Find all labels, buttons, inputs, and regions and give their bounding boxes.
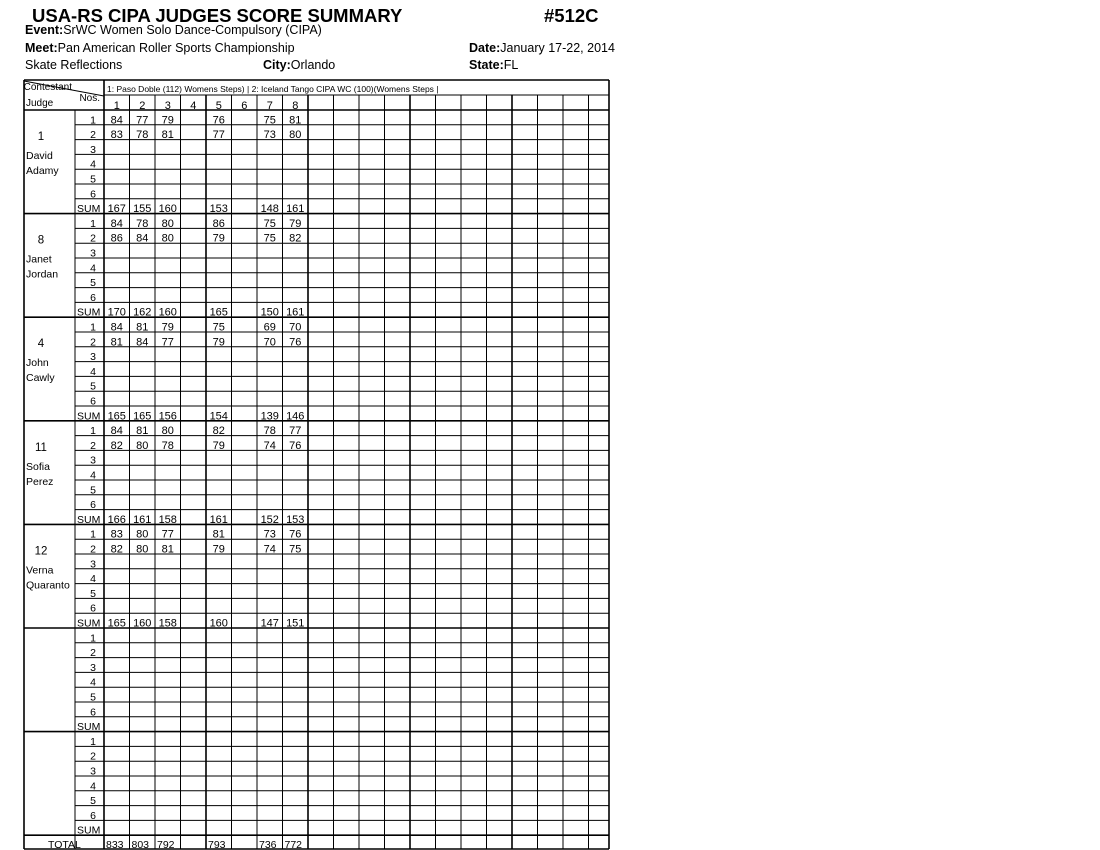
score-cell: 83 (110, 129, 123, 142)
row-label: 5 (90, 380, 96, 393)
total-cell: 793 (208, 839, 226, 850)
sum-cell: 156 (158, 410, 177, 423)
sum-label: SUM (77, 513, 101, 526)
total-cell: 803 (131, 839, 150, 850)
total-cell: 792 (157, 839, 175, 850)
score-cell: 81 (161, 543, 174, 556)
sum-cell: 165 (107, 617, 126, 630)
sum-cell: 155 (133, 203, 152, 216)
page-title: USA-RS CIPA JUDGES SCORE SUMMARY (32, 5, 403, 26)
sum-label: SUM (77, 721, 101, 734)
sum-cell: 165 (209, 306, 228, 319)
sum-cell: 158 (158, 617, 177, 630)
total-cell: 736 (259, 839, 277, 850)
city-label: City: (263, 58, 291, 72)
score-cell: 84 (136, 336, 149, 349)
sum-cell: 153 (286, 513, 305, 526)
judge-number: 11 (35, 441, 47, 454)
judge-number: 8 (37, 234, 45, 247)
score-cell: 84 (110, 321, 123, 334)
judge-first-name: Sofia (26, 460, 50, 473)
row-label: 2 (90, 439, 96, 452)
score-cell: 79 (161, 321, 174, 334)
corner-judge-label: Judge (26, 98, 54, 109)
score-cell: 81 (212, 528, 225, 541)
score-cell: 80 (289, 129, 302, 142)
sum-cell: 161 (286, 203, 305, 216)
row-label: 1 (90, 632, 96, 645)
contestant-number-5: 5 (215, 100, 222, 112)
score-cell: 80 (136, 543, 149, 556)
city-value: Orlando (290, 58, 336, 72)
judge-first-name: John (26, 357, 49, 370)
score-cell: 78 (136, 217, 149, 230)
row-label: 4 (90, 780, 96, 793)
sum-cell: 151 (286, 617, 305, 630)
sum-cell: 153 (209, 203, 228, 216)
row-label: 3 (90, 661, 96, 674)
row-label: 3 (90, 247, 96, 260)
row-label: 5 (90, 795, 96, 808)
sum-cell: 161 (286, 306, 305, 319)
sum-cell: 139 (260, 410, 279, 423)
row-label: 3 (90, 143, 96, 156)
row-label: 4 (90, 262, 96, 275)
sum-cell: 146 (286, 410, 305, 423)
row-label: 1 (90, 528, 96, 541)
corner-contestant-label: Contestant (23, 82, 72, 93)
state-value: FL (503, 58, 519, 72)
score-cell: 82 (110, 543, 123, 556)
score-cell: 74 (263, 439, 276, 452)
score-cell: 81 (110, 336, 123, 349)
score-cell: 86 (212, 217, 225, 230)
judge-number: 12 (34, 545, 48, 558)
score-cell: 83 (110, 528, 123, 541)
sum-cell: 160 (158, 306, 177, 319)
row-label: 5 (90, 587, 96, 600)
score-cell: 79 (161, 114, 174, 127)
row-label: 2 (90, 750, 96, 763)
judge-last-name: Jordan (26, 268, 59, 281)
row-label: 4 (90, 573, 96, 586)
row-label: 5 (90, 277, 96, 290)
score-cell: 75 (263, 114, 276, 127)
sum-label: SUM (77, 617, 101, 630)
sum-cell: 160 (158, 203, 177, 216)
score-cell: 75 (263, 232, 276, 245)
row-label: 4 (90, 365, 96, 378)
contestant-number-2: 2 (139, 100, 146, 112)
row-label: 2 (90, 232, 96, 245)
score-cell: 78 (161, 439, 174, 452)
score-cell: 77 (161, 336, 174, 349)
sum-cell: 152 (260, 513, 279, 526)
score-cell: 80 (161, 232, 174, 245)
score-cell: 82 (110, 439, 123, 452)
sum-label: SUM (77, 306, 101, 319)
event-value: SrWC Women Solo Dance-Compulsory (CIPA) (63, 23, 322, 37)
score-cell: 84 (136, 232, 149, 245)
score-cell: 73 (263, 129, 276, 142)
sum-cell: 160 (133, 617, 152, 630)
sum-cell: 158 (158, 513, 177, 526)
score-cell: 84 (110, 217, 123, 230)
judge-last-name: Quaranto (26, 579, 70, 592)
sum-cell: 162 (133, 306, 152, 319)
score-cell: 82 (289, 232, 302, 245)
sum-cell: 147 (260, 617, 279, 630)
score-cell: 77 (136, 114, 149, 127)
score-cell: 80 (136, 528, 149, 541)
sum-label: SUM (77, 410, 101, 423)
score-cell: 80 (161, 425, 174, 438)
meet-value: Pan American Roller Sports Championship (57, 41, 295, 55)
score-cell: 86 (110, 232, 123, 245)
sum-label: SUM (77, 824, 101, 837)
total-cell: 833 (106, 839, 124, 850)
score-cell: 84 (110, 425, 123, 438)
contestant-number-7: 7 (266, 100, 273, 112)
row-label: 4 (90, 676, 96, 689)
sum-cell: 165 (133, 410, 152, 423)
row-label: 2 (90, 647, 96, 660)
score-cell: 81 (161, 129, 174, 142)
row-label: 5 (90, 484, 96, 497)
sum-cell: 150 (260, 306, 279, 319)
score-cell: 70 (263, 336, 276, 349)
sum-cell: 165 (107, 410, 126, 423)
row-label: 1 (90, 425, 96, 438)
judge-first-name: Janet (26, 253, 52, 266)
score-cell: 81 (289, 114, 302, 127)
row-label: 1 (90, 321, 96, 334)
meet-label: Meet: (25, 41, 58, 55)
sum-cell: 167 (107, 203, 126, 216)
event-label: Event: (25, 23, 64, 37)
dances-caption: 1: Paso Doble (112) Womens Steps) | 2: Iceland Tango CIPA WC (100)(Womens Steps | (107, 84, 439, 94)
row-label: 1 (90, 114, 96, 127)
score-cell: 80 (136, 439, 149, 452)
row-label: 6 (90, 395, 96, 408)
row-label: 5 (90, 173, 96, 186)
score-cell: 78 (136, 129, 149, 142)
sum-cell: 160 (209, 617, 228, 630)
row-label: 6 (90, 291, 96, 304)
score-cell: 74 (263, 543, 276, 556)
row-label: 4 (90, 469, 96, 482)
score-cell: 81 (136, 425, 149, 438)
score-cell: 84 (110, 114, 123, 127)
score-cell: 75 (212, 321, 225, 334)
judge-last-name: Cawly (26, 372, 55, 385)
sum-cell: 166 (107, 513, 126, 526)
row-label: 5 (90, 691, 96, 704)
score-cell: 76 (289, 439, 302, 452)
row-label: 3 (90, 454, 96, 467)
row-label: 3 (90, 351, 96, 364)
score-cell: 79 (289, 217, 302, 230)
row-label: 3 (90, 558, 96, 571)
score-cell: 79 (212, 439, 225, 452)
score-cell: 69 (263, 321, 276, 334)
judge-last-name: Adamy (26, 165, 59, 177)
score-cell: 80 (161, 217, 174, 230)
row-label: 2 (90, 336, 96, 349)
score-cell: 79 (212, 543, 225, 556)
score-cell: 77 (212, 129, 225, 142)
row-label: 2 (90, 129, 96, 142)
state-label: State: (469, 58, 504, 72)
score-cell: 79 (212, 232, 225, 245)
total-label: TOTAL (48, 839, 81, 850)
contestant-number-1: 1 (113, 100, 120, 112)
score-cell: 77 (289, 425, 302, 438)
judge-first-name: David (26, 150, 53, 162)
row-label: 2 (90, 543, 96, 556)
score-cell: 78 (263, 425, 276, 438)
judge-first-name: Verna (26, 564, 54, 577)
score-cell: 79 (212, 336, 225, 349)
row-label: 6 (90, 188, 96, 201)
contestant-number-4: 4 (190, 100, 197, 112)
corner-nos-label: Nos. (79, 93, 100, 104)
total-cell: 772 (284, 839, 303, 850)
row-label: 6 (90, 706, 96, 719)
date-label: Date: (469, 41, 501, 55)
score-cell: 76 (289, 336, 302, 349)
score-cell: 76 (212, 114, 225, 127)
sum-cell: 170 (107, 306, 126, 319)
date-value: January 17-22, 2014 (500, 41, 615, 55)
sum-label: SUM (77, 203, 101, 216)
score-cell: 77 (161, 528, 174, 541)
judge-number: 1 (37, 131, 45, 143)
form-number: #512C (544, 5, 599, 26)
score-cell: 70 (289, 321, 302, 334)
club-name: Skate Reflections (25, 58, 123, 72)
contestant-number-3: 3 (164, 100, 171, 112)
score-cell: 75 (263, 217, 276, 230)
score-cell: 75 (289, 543, 302, 556)
row-label: 6 (90, 809, 96, 822)
row-label: 6 (90, 499, 96, 512)
judge-last-name: Perez (26, 475, 54, 488)
sum-cell: 154 (209, 410, 228, 423)
sum-cell: 161 (209, 513, 228, 526)
row-label: 3 (90, 765, 96, 778)
row-label: 1 (90, 735, 96, 748)
score-cell: 73 (263, 528, 276, 541)
score-cell: 81 (136, 321, 149, 334)
score-cell: 82 (212, 425, 225, 438)
judge-number: 4 (37, 338, 45, 351)
row-label: 1 (90, 217, 96, 230)
score-cell: 76 (289, 528, 302, 541)
row-label: 6 (90, 602, 96, 615)
sum-cell: 161 (133, 513, 152, 526)
contestant-number-8: 8 (292, 100, 299, 112)
sum-cell: 148 (260, 203, 279, 216)
contestant-number-6: 6 (241, 100, 248, 112)
row-label: 4 (90, 158, 96, 171)
